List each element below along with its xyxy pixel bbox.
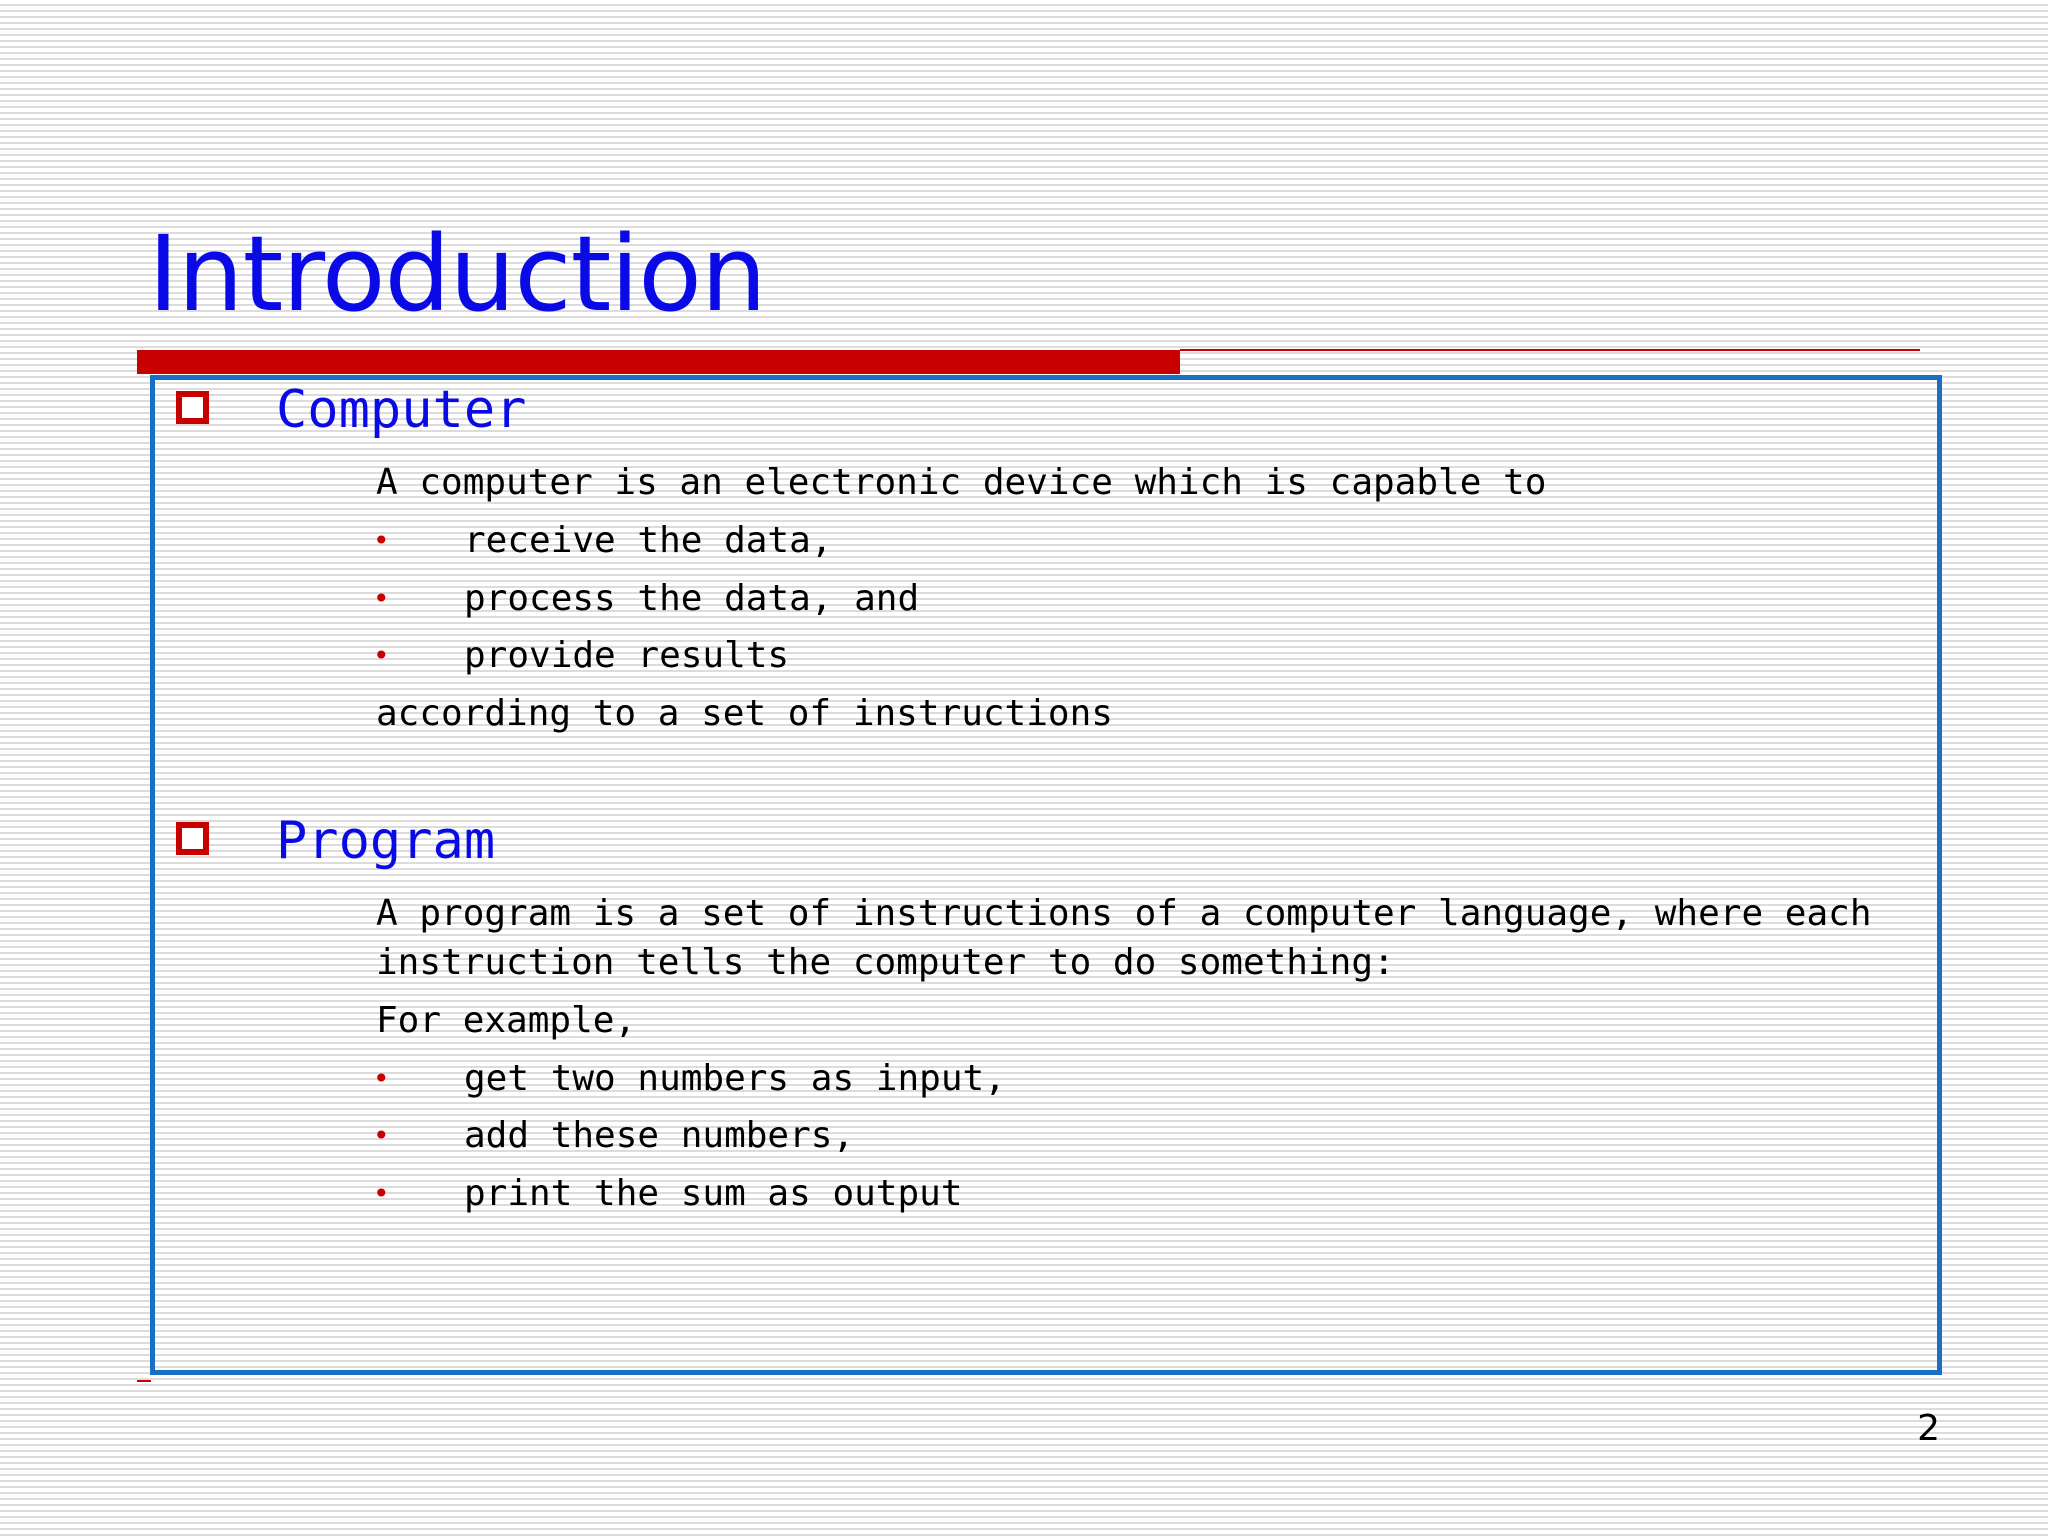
program-bullet-print: print the sum as output <box>464 1173 963 1214</box>
hollow-square-bullet-icon <box>176 822 209 855</box>
section-heading-computer: Computer <box>276 380 527 440</box>
red-dot-bullet-icon: • <box>373 1177 390 1210</box>
page-number: 2 <box>1917 1408 1940 1449</box>
program-definition-line-1: A program is a set of instructions of a computer language, where each <box>376 893 1872 934</box>
title-underline-thick <box>137 350 1180 374</box>
section-heading-program: Program <box>276 811 496 871</box>
red-dot-bullet-icon: • <box>373 639 390 672</box>
slide-title: Introduction <box>148 213 766 335</box>
computer-bullet-receive: receive the data, <box>464 520 833 561</box>
program-bullet-add: add these numbers, <box>464 1115 855 1156</box>
program-example-label: For example, <box>376 1000 637 1041</box>
red-dot-bullet-icon: • <box>373 524 390 557</box>
content-frame <box>150 375 1942 1375</box>
hollow-square-bullet-icon <box>176 391 209 424</box>
red-dot-bullet-icon: • <box>373 1119 390 1152</box>
computer-definition-outro: according to a set of instructions <box>376 693 1113 734</box>
title-underline-thin <box>1180 349 1920 351</box>
red-dot-bullet-icon: • <box>373 1062 390 1095</box>
computer-bullet-provide: provide results <box>464 635 790 676</box>
program-bullet-get: get two numbers as input, <box>464 1058 1006 1099</box>
computer-bullet-process: process the data, and <box>464 578 920 619</box>
computer-definition-intro: A computer is an electronic device which is capable to <box>376 462 1547 503</box>
program-definition-line-2: instruction tells the computer to do something: <box>376 942 1395 983</box>
red-dot-bullet-icon: • <box>373 582 390 615</box>
frame-accent-stub <box>137 1380 151 1382</box>
